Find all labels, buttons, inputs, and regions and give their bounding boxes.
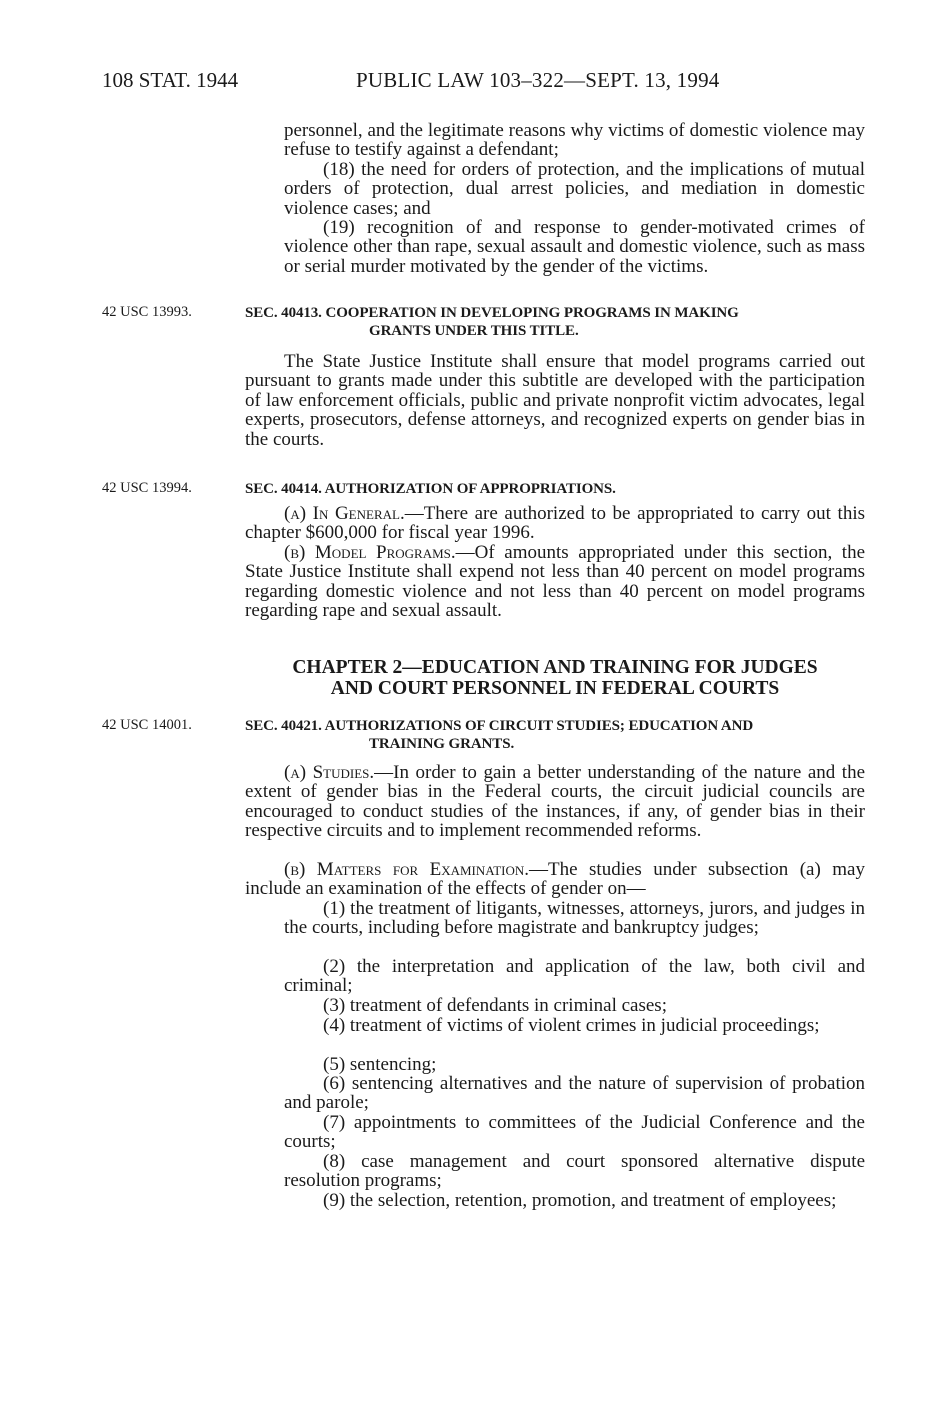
- chapter-line: CHAPTER 2—EDUCATION AND TRAINING FOR JUDGES: [292, 657, 818, 678]
- margin-citation: 42 USC 13994.: [102, 480, 192, 496]
- subsection-text: —There are authorized to be appropriated to carry out this chapter $600,000 for fiscal year 1996.: [245, 503, 866, 544]
- heading-line: TRAINING GRANTS.: [369, 736, 515, 752]
- page-number: 108 STAT. 1944: [102, 68, 239, 92]
- list-item: (6) sentencing alternatives and the nature of supervision of probation and parole;: [284, 1073, 865, 1114]
- list-item: (7) appointments to committees of the Judicial Conference and the courts;: [284, 1112, 865, 1153]
- margin-citation: 42 USC 14001.: [102, 717, 192, 733]
- list-item-18: (18) the need for orders of protection, and the implications of mutual orders of protection, dual arrest policies, and mediation in domestic violence cases; and: [284, 159, 865, 219]
- running-title: PUBLIC LAW 103–322—SEPT. 13, 1994: [356, 68, 720, 92]
- section-body-40413: The State Justice Institute shall ensure that model programs carried out pursuant to grants made under this subtitle are developed with the participation of law enforcement officials, public and private nonprofit victim advocates, legal experts, prosecutors, defense attorneys, and recognized experts on gender bias in the courts.: [245, 351, 865, 450]
- section-heading-40414: SEC. 40414. AUTHORIZATION OF APPROPRIATIONS.: [245, 481, 616, 497]
- continued-paragraph: personnel, and the legitimate reasons why victims of domestic violence may refuse to testify against a defendant;: [284, 120, 865, 161]
- subsection-text: —In order to gain a better understanding of the nature and the extent of gender bias in the Federal courts, the circuit judicial councils are encouraged to conduct studies of the instances, if any, of gender bias in their respective circuits and to implement recommended reforms.: [245, 762, 866, 842]
- subsection-text: —Of amounts appropriated under this section, the State Justice Institute shall expend not less than 40 percent on model programs regarding domestic violence and not less than 40 percent on model programs regarding rape and sexual assault.: [245, 542, 865, 622]
- list-item: (5) sentencing;: [323, 1054, 437, 1075]
- subsection-label: (b) Model Programs.: [284, 542, 456, 563]
- list-item: (9) the selection, retention, promotion, and treatment of employees;: [323, 1190, 837, 1211]
- subsection-label: (b) Matters for Examination.: [284, 859, 530, 880]
- margin-citation: 42 USC 13993.: [102, 304, 192, 320]
- section-heading-40413: [245, 304, 865, 340]
- section-heading-40421: [245, 717, 865, 753]
- subsection-a: [245, 504, 865, 543]
- chapter-heading: [245, 657, 865, 699]
- subsection-label: (a) In General.: [284, 503, 405, 524]
- list-item: (1) the treatment of litigants, witnesses, attorneys, jurors, and judges in the courts, including before magistrate and bankruptcy judges;: [284, 898, 865, 939]
- list-item: (2) the interpretation and application of the law, both civil and criminal;: [284, 956, 865, 997]
- heading-line: GRANTS UNDER THIS TITLE.: [369, 323, 579, 339]
- subsection-b: [245, 860, 865, 899]
- subsection-a: [245, 763, 865, 841]
- list-item-19: (19) recognition of and response to gender-motivated crimes of violence other than rape, sexual assault and domestic violence, such as mass or serial murder motivated by the gender of the victims.: [284, 217, 865, 277]
- heading-line: SEC. 40421. AUTHORIZATIONS OF CIRCUIT STUDIES; EDUCATION AND: [245, 718, 754, 734]
- subsection-label: (a) Studies.: [284, 762, 375, 783]
- subsection-text: —The studies under subsection (a) may include an examination of the effects of gender on—: [245, 859, 865, 900]
- heading-line: SEC. 40413. COOPERATION IN DEVELOPING PROGRAMS IN MAKING: [245, 305, 739, 321]
- subsection-b: [245, 543, 865, 621]
- list-item: (3) treatment of defendants in criminal cases;: [323, 995, 667, 1016]
- list-item: (4) treatment of victims of violent crimes in judicial proceedings;: [323, 1015, 820, 1036]
- list-item: (8) case management and court sponsored alternative dispute resolution programs;: [284, 1151, 865, 1192]
- page-header: [102, 68, 862, 96]
- chapter-line: AND COURT PERSONNEL IN FEDERAL COURTS: [330, 678, 780, 699]
